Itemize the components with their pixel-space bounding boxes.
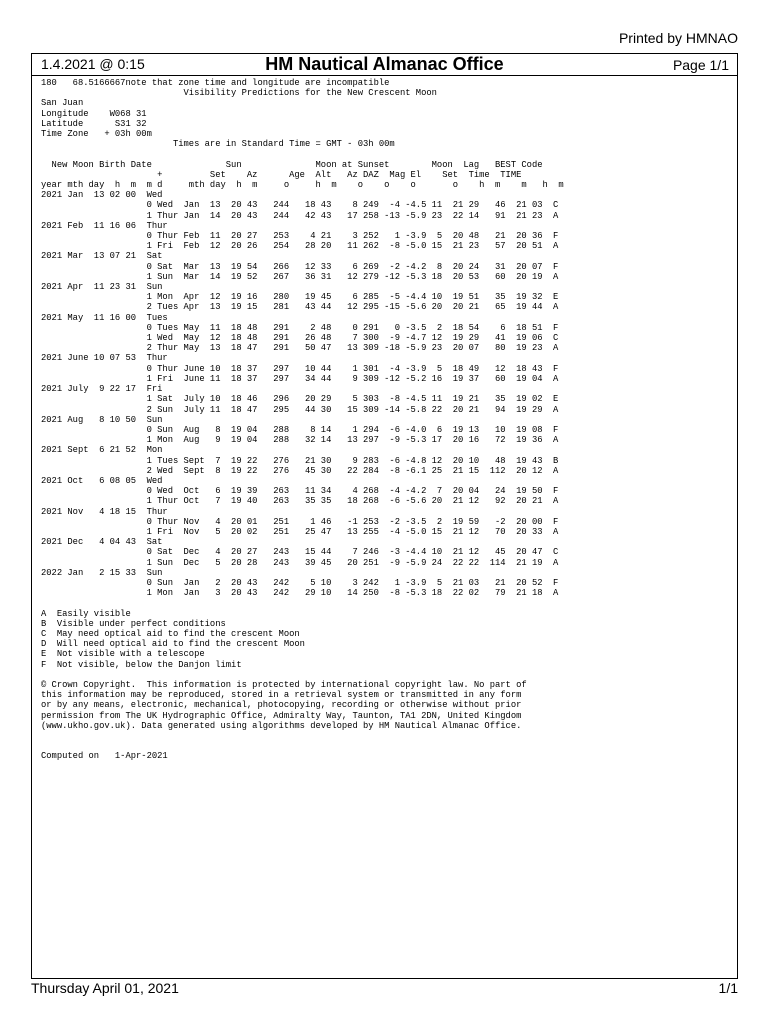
prediction-row: 1 Fri June 11 18 37 297 34 44 9 309 -12 -5.2 16 19 37 60 19 04 A <box>41 373 559 384</box>
copyright-line: permission from The UK Hydrographic Office, Admiralty Way, Taunton, TA1 2DN, United Kingdom <box>41 710 522 721</box>
page-number: Page 1/1 <box>672 57 729 73</box>
preamble-line: New Moon Birth Date Sun Moon at Sunset Moon Lag BEST Code <box>41 159 543 170</box>
prediction-row: 0 Sat Dec 4 20 27 243 15 44 7 246 -3 -4.4 10 21 12 45 20 47 C <box>41 547 559 558</box>
preamble-line: Time Zone + 03h 00m <box>41 129 152 140</box>
prediction-row: 0 Sat Mar 13 19 54 266 12 33 6 269 -2 -4.2 8 20 24 31 20 07 F <box>41 261 559 272</box>
new-moon-row: 2021 Nov 4 18 15 Thur <box>41 506 168 517</box>
prediction-row: 0 Wed Jan 13 20 43 244 18 43 8 249 -4 -4.5 11 21 29 46 21 03 C <box>41 200 559 211</box>
printed-by-label: Printed by HMNAO <box>618 30 738 46</box>
preamble-line: year mth day h m m d mth day h m o h m o o o o h m m h m <box>41 180 564 191</box>
legend-item: D Will need optical aid to find the crescent Moon <box>41 639 305 650</box>
page-frame <box>31 53 738 979</box>
prediction-row: 2 Sun July 11 18 47 295 44 30 15 309 -14 -5.8 22 20 21 94 19 29 A <box>41 404 559 415</box>
document-body <box>41 78 731 974</box>
computed-on: Computed on 1-Apr-2021 <box>41 751 168 762</box>
new-moon-row: 2021 June 10 07 53 Thur <box>41 353 168 364</box>
prediction-row: 0 Thur June 10 18 37 297 10 44 1 301 -4 -3.9 5 18 49 12 18 43 F <box>41 363 559 374</box>
new-moon-row: 2021 Mar 13 07 21 Sat <box>41 251 163 262</box>
prediction-row: 1 Wed May 12 18 48 291 26 48 7 300 -9 -4.7 12 19 29 41 19 06 C <box>41 333 559 344</box>
prediction-row: 2 Thur May 13 18 47 291 50 47 13 309 -18 -5.9 23 20 07 80 19 23 A <box>41 343 559 354</box>
legend-item: F Not visible, below the Danjon limit <box>41 659 242 670</box>
new-moon-row: 2021 July 9 22 17 Fri <box>41 384 163 395</box>
legend-item: C May need optical aid to find the crescent Moon <box>41 628 300 639</box>
prediction-row: 1 Mon Apr 12 19 16 280 19 45 6 285 -5 -4.4 10 19 51 35 19 32 E <box>41 292 559 303</box>
prediction-row: 1 Sun Dec 5 20 28 243 39 45 20 251 -9 -5.9 24 22 22 114 21 19 A <box>41 557 559 568</box>
preamble-line: 180 68.5166667note that zone time and longitude are incompatible <box>41 78 390 88</box>
legend-item: A Easily visible <box>41 608 131 619</box>
prediction-row: 1 Mon Aug 9 19 04 288 32 14 13 297 -9 -5.3 17 20 16 72 19 36 A <box>41 435 559 446</box>
prediction-row: 1 Fri Nov 5 20 02 251 25 47 13 255 -4 -5.0 15 21 12 70 20 33 A <box>41 526 559 537</box>
preamble-line: Times are in Standard Time = GMT - 03h 00m <box>41 139 395 150</box>
new-moon-row: 2021 Feb 11 16 06 Thur <box>41 220 168 231</box>
copyright-line: this information may be reproduced, stored in a retrieval system or transmitted in any form <box>41 690 522 701</box>
new-moon-row: 2021 Jan 13 02 00 Wed <box>41 190 163 201</box>
print-datetime: 1.4.2021 @ 0:15 <box>41 56 145 72</box>
legend-item: B Visible under perfect conditions <box>41 618 226 629</box>
new-moon-row: 2021 Aug 8 10 50 Sun <box>41 414 163 425</box>
new-moon-row: 2021 Sept 6 21 52 Mon <box>41 445 163 456</box>
prediction-row: 0 Wed Oct 6 19 39 263 11 34 4 268 -4 -4.2 7 20 04 24 19 50 F <box>41 486 559 497</box>
new-moon-row: 2021 Oct 6 08 05 Wed <box>41 475 163 486</box>
prediction-row: 2 Tues Apr 13 19 15 281 43 44 12 295 -15 -5.6 20 20 21 65 19 44 A <box>41 302 559 313</box>
prediction-row: 1 Sun Mar 14 19 52 267 36 31 12 279 -12 -5.3 18 20 53 60 20 19 A <box>41 271 559 282</box>
prediction-row: 1 Fri Feb 12 20 26 254 28 20 11 262 -8 -5.0 15 21 23 57 20 51 A <box>41 241 559 252</box>
prediction-row: 1 Sat July 10 18 46 296 20 29 5 303 -8 -4.5 11 19 21 35 19 02 E <box>41 394 559 405</box>
copyright-line: © Crown Copyright. This information is protected by international copyright law. No part of <box>41 679 527 690</box>
page-header <box>32 54 737 76</box>
page-title: HM Nautical Almanac Office <box>265 54 504 74</box>
almanac-text <box>41 78 731 762</box>
new-moon-row: 2021 May 11 16 00 Tues <box>41 312 168 323</box>
prediction-row: 0 Thur Nov 4 20 01 251 1 46 -1 253 -2 -3.5 2 19 59 -2 20 00 F <box>41 516 559 527</box>
prediction-row: 1 Mon Jan 3 20 43 242 29 10 14 250 -8 -5.3 18 22 02 79 21 18 A <box>41 588 559 599</box>
prediction-row: 0 Thur Feb 11 20 27 253 4 21 3 252 1 -3.9 5 20 48 21 20 36 F <box>41 231 559 242</box>
prediction-row: 0 Sun Jan 2 20 43 242 5 10 3 242 1 -3.9 5 21 03 21 20 52 F <box>41 577 559 588</box>
preamble-line: + Set Az Age Alt Az DAZ Mag El Set Time TIME <box>41 169 522 180</box>
preamble-line: Latitude S31 32 <box>41 118 147 129</box>
new-moon-row: 2021 Dec 4 04 43 Sat <box>41 537 163 548</box>
copyright-line: or by any means, electronic, mechanical, photocopying, recording or otherwise without prior <box>41 700 522 711</box>
prediction-row: 2 Wed Sept 8 19 22 276 45 30 22 284 -8 -6.1 25 21 15 112 20 12 A <box>41 465 559 476</box>
legend-item: E Not visible with a telescope <box>41 649 205 660</box>
preamble-line: Longitude W068 31 <box>41 108 147 119</box>
footer-page: 1/1 <box>718 980 738 996</box>
prediction-row: 1 Thur Oct 7 19 40 263 35 35 18 268 -6 -5.6 20 21 12 92 20 21 A <box>41 496 559 507</box>
prediction-row: 1 Tues Sept 7 19 22 276 21 30 9 283 -6 -4.8 12 20 10 48 19 43 B <box>41 455 559 466</box>
copyright-line: (www.ukho.gov.uk). Data generated using algorithms developed by HM Nautical Almanac Office. <box>41 720 522 731</box>
new-moon-row: 2022 Jan 2 15 33 Sun <box>41 567 163 578</box>
prediction-row: 0 Tues May 11 18 48 291 2 48 0 291 0 -3.5 2 18 54 6 18 51 F <box>41 322 559 333</box>
prediction-row: 1 Thur Jan 14 20 43 244 42 43 17 258 -13 -5.9 23 22 14 91 21 23 A <box>41 210 559 221</box>
prediction-row: 0 Sun Aug 8 19 04 288 8 14 1 294 -6 -4.0 6 19 13 10 19 08 F <box>41 424 559 435</box>
preamble-line: San Juan <box>41 98 84 109</box>
new-moon-row: 2021 Apr 11 23 31 Sun <box>41 282 163 293</box>
preamble-line: Visibility Predictions for the New Crescent Moon <box>41 88 437 99</box>
footer-date: Thursday April 01, 2021 <box>31 980 179 996</box>
